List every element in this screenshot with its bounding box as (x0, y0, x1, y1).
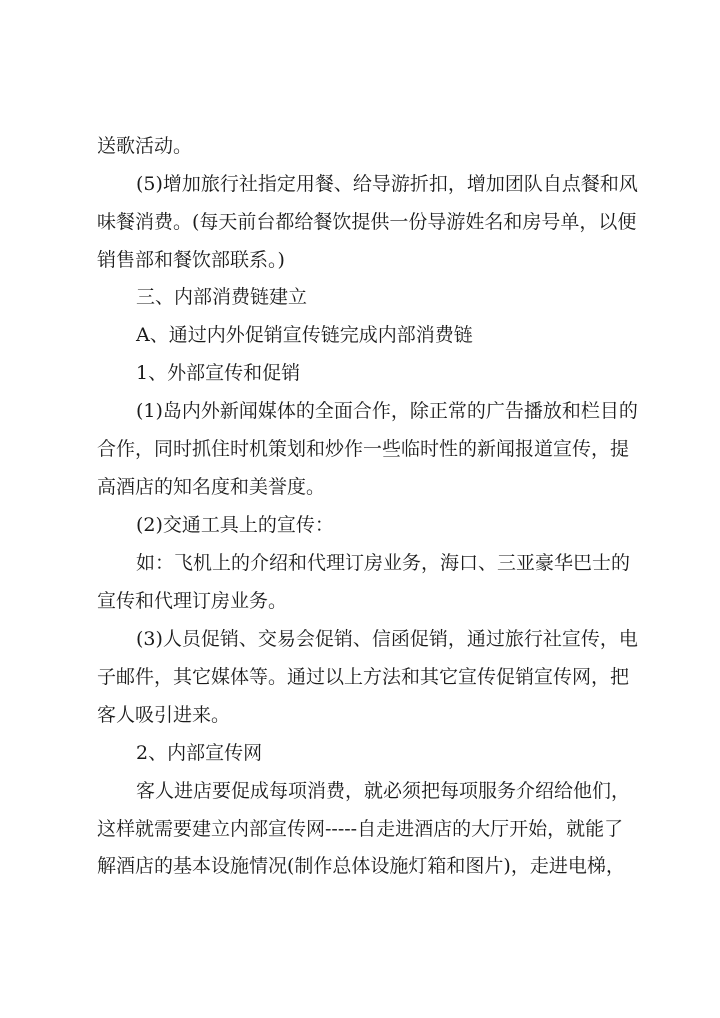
text-line (0, 131, 720, 161)
text-line (0, 776, 720, 806)
text-line (0, 624, 720, 654)
text-line (0, 396, 720, 426)
line-text: 合作，同时抓住时机策划和炒作一些临时性的新闻报道宣传，提 (97, 438, 630, 460)
line-text: 客人进店要促成每项消费，就必须把每项服务介绍给他们， (136, 780, 631, 802)
text-line (0, 169, 720, 199)
line-text: 客人吸引进来。 (97, 704, 231, 726)
text-line (0, 662, 720, 692)
line-text: (2)交通工具上的宣传： (136, 514, 334, 536)
text-line (0, 434, 720, 464)
line-text: 子邮件，其它媒体等。通过以上方法和其它宣传促销宣传网，把 (97, 666, 630, 688)
subsection-heading (0, 320, 720, 350)
text-line (0, 510, 720, 540)
line-text: 高酒店的知名度和美誉度。 (97, 476, 326, 498)
line-text: 这样就需要建立内部宣传网-----自走进酒店的大厅开始，就能了 (97, 818, 624, 840)
line-text: 2、内部宣传网 (136, 742, 263, 764)
line-text: (1)岛内外新闻媒体的全面合作，除正常的广告播放和栏目的 (136, 400, 638, 422)
line-text: 如：飞机上的介绍和代理订房业务，海口、三亚豪华巴士的 (136, 552, 631, 574)
line-text: 味餐消费。(每天前台都给餐饮提供一份导游姓名和房号单，以便 (97, 211, 637, 233)
line-text: A、通过内外促销宣传链完成内部消费链 (136, 324, 473, 346)
subsection-heading (0, 738, 720, 768)
text-line (0, 700, 720, 730)
line-text: (3)人员促销、交易会促销、信函促销，通过旅行社宣传，电 (136, 628, 638, 650)
line-text: 销售部和餐饮部联系。) (97, 249, 285, 271)
text-line (0, 548, 720, 578)
section-heading (0, 282, 720, 312)
subsection-heading (0, 358, 720, 388)
text-line (0, 814, 720, 844)
text-line (0, 472, 720, 502)
line-text: 三、内部消费链建立 (136, 286, 308, 308)
text-line (0, 245, 720, 275)
text-line (0, 586, 720, 616)
text-line (0, 851, 720, 881)
line-text: 解酒店的基本设施情况(制作总体设施灯箱和图片)，走进电梯， (97, 855, 625, 877)
line-text: (5)增加旅行社指定用餐、给导游折扣，增加团队自点餐和风 (136, 173, 638, 195)
text-line (0, 207, 720, 237)
line-text: 宣传和代理订房业务。 (97, 590, 288, 612)
line-text: 1、外部宣传和促销 (136, 362, 301, 384)
line-text: 送歌活动。 (97, 135, 193, 157)
